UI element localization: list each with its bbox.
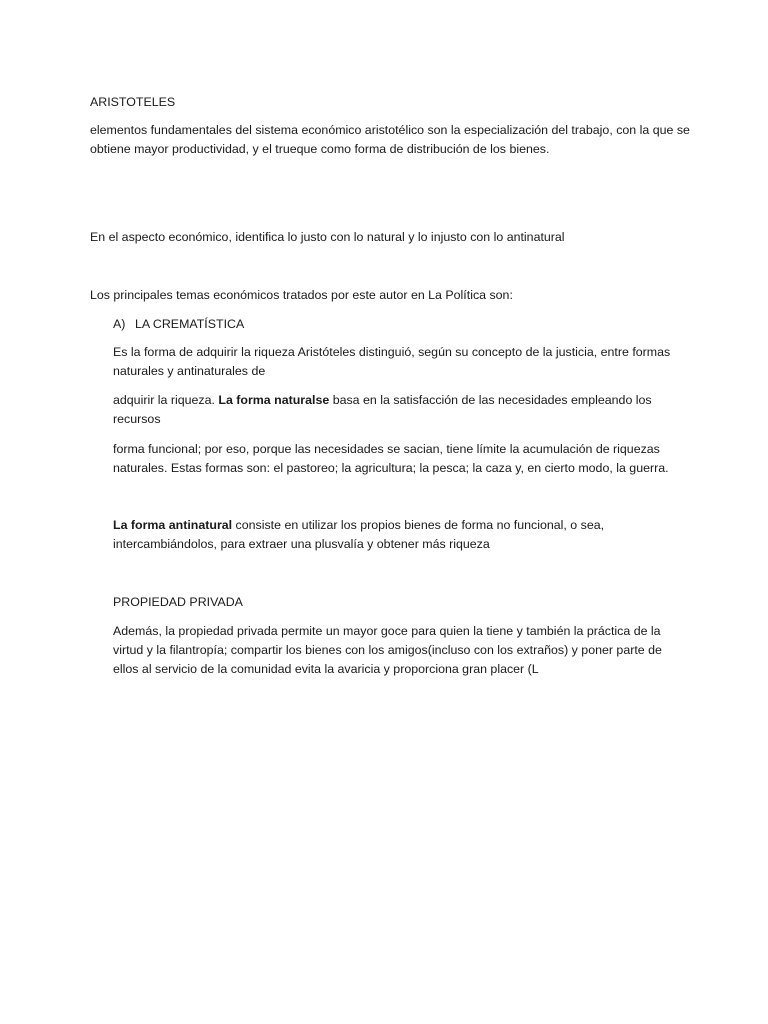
topics-intro-paragraph: Los principales temas económicos tratados por este autor en La Política son: xyxy=(90,288,513,302)
text-run: adquirir la riqueza. xyxy=(113,393,219,407)
intro-paragraph: elementos fundamentales del sistema económico aristotélico son la especialización del trabajo, con la que se obtiene mayor productividad, y el trueque como forma de distribución de los bienes. xyxy=(90,123,690,156)
crematistica-paragraph-4 xyxy=(113,516,688,554)
list-marker: A) xyxy=(113,317,126,331)
section-heading-propiedad: PROPIEDAD PRIVADA xyxy=(113,595,243,609)
bold-term-antinatural: La forma antinatural xyxy=(113,518,233,532)
crematistica-paragraph-3: forma funcional; por eso, porque las necesidades se sacian, tiene límite la acumulación de riquezas naturales. Estas formas son: el pastoreo; la agricultura; la pesca; la caza y, en cierto modo, la guerra. xyxy=(113,442,669,475)
bold-term-natural: La forma naturalse xyxy=(218,393,330,407)
section-heading-crematistica: LA CREMATÍSTICA xyxy=(135,317,245,331)
propiedad-paragraph: Además, la propiedad privada permite un mayor goce para quien la tiene y también la práctica de la virtud y la filantropía; compartir los bienes con los amigos(incluso con los extraños) y poner parte de ellos al servicio de la comunidad evita la avaricia y proporciona gran placer (L xyxy=(113,624,662,676)
crematistica-paragraph-1: Es la forma de adquirir la riqueza Aristóteles distinguió, según su concepto de la justicia, entre formas naturales y antinaturales de xyxy=(113,345,671,378)
text-run: basa en la satisfacción de las necesidades empleando los recursos xyxy=(113,393,652,426)
economic-aspect-paragraph: En el aspecto económico, identifica lo justo con lo natural y lo injusto con lo antinatural xyxy=(90,230,565,244)
list-item-crematistica xyxy=(113,315,688,334)
text-run: consiste en utilizar los propios bienes de forma no funcional, o sea, intercambiándolos, para extraer una plusvalía y obtener más riqueza xyxy=(113,518,605,551)
crematistica-paragraph-2 xyxy=(113,391,688,429)
document-title: ARISTOTELES xyxy=(90,95,176,109)
